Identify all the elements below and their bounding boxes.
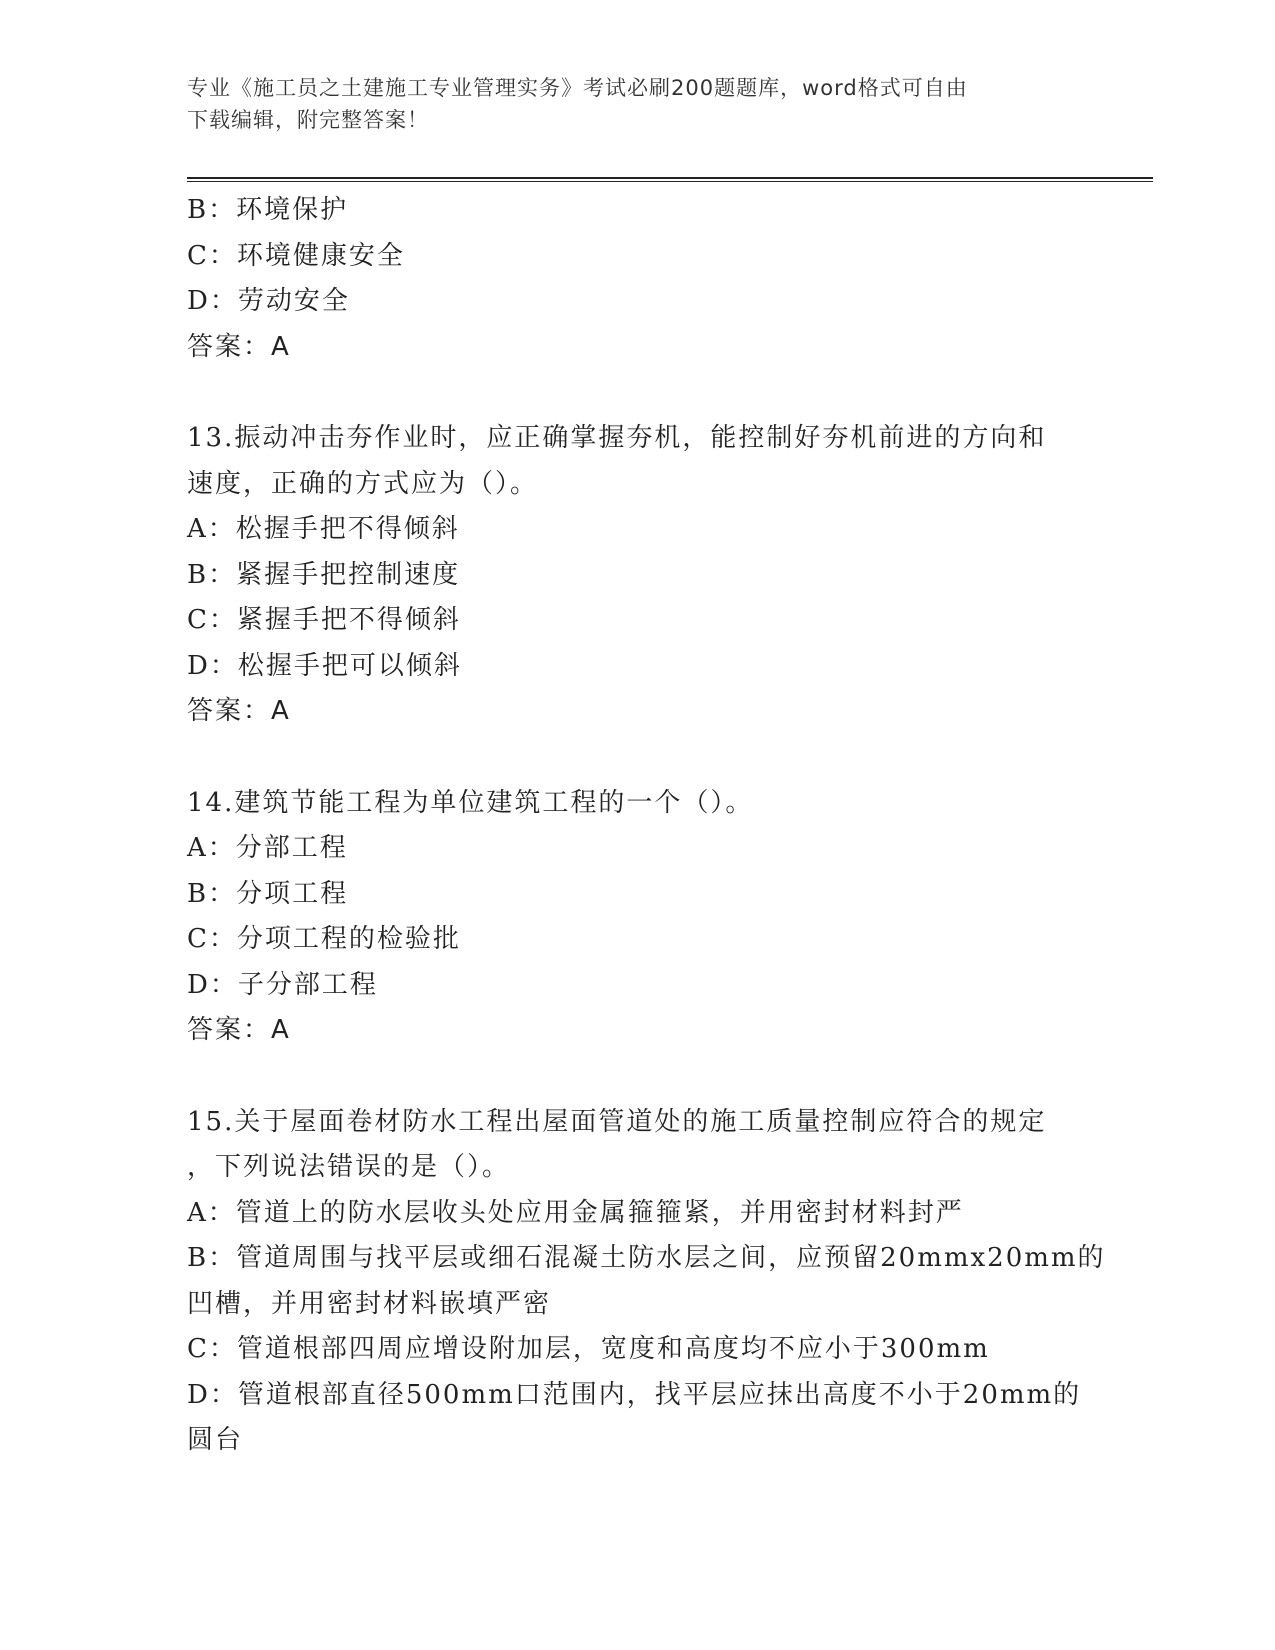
question-stem-line-1: 14.建筑节能工程为单位建筑工程的一个（）。	[187, 787, 754, 818]
option-a: A：管道上的防水层收头处应用金属箍箍紧，并用密封材料封严	[187, 1197, 964, 1228]
document-body	[187, 188, 1106, 1464]
spacer	[187, 370, 1087, 416]
question-stem-line-1: 13.振动冲击夯作业时，应正确掌握夯机，能控制好夯机前进的方向和	[187, 423, 1047, 453]
option-c: C：管道根部四周应增设附加层，宽度和高度均不应小于300mm	[187, 1334, 990, 1364]
option-d: D：松握手把可以倾斜	[187, 650, 462, 681]
question-stem-line-2: 速度，正确的方式应为（）。	[187, 468, 539, 499]
answer-line: 答案：A	[187, 331, 291, 362]
option-b-line-1: B：管道周围与找平层或细石混凝土防水层之间，应预留20mmx20mm的	[187, 1243, 1106, 1273]
spacer	[187, 735, 1087, 781]
answer-line: 答案：A	[187, 1015, 291, 1045]
page-header	[187, 72, 1067, 136]
option-a: A：分部工程	[187, 833, 348, 863]
option-b: B：紧握手把控制速度	[187, 559, 461, 590]
option-d: D：劳动安全	[187, 286, 350, 316]
option-b-line-2: 凹槽，并用密封材料嵌填严密	[187, 1288, 552, 1319]
option-a: A：松握手把不得倾斜	[187, 514, 460, 544]
header-divider	[187, 177, 1153, 182]
prev-question-block	[187, 188, 1087, 370]
option-b: B：环境保护	[187, 195, 349, 225]
question-stem-line-1: 15.关于屋面卷材防水工程出屋面管道处的施工质量控制应符合的规定	[187, 1106, 1047, 1137]
header-line-2: 下载编辑，附完整答案！	[187, 108, 429, 132]
question-13-block	[187, 416, 1087, 735]
question-14-block	[187, 781, 1087, 1054]
option-c: C：紧握手把不得倾斜	[187, 605, 461, 635]
option-b: B：分项工程	[187, 878, 349, 909]
spacer	[187, 1054, 1087, 1100]
option-d-line-1: D：管道根部直径500mm口范围内，找平层应抹出高度不小于20mm的	[187, 1379, 1082, 1410]
answer-line: 答案：A	[187, 696, 291, 726]
option-d: D：子分部工程	[187, 969, 378, 1000]
option-c: C：分项工程的检验批	[187, 924, 461, 954]
question-stem-line-2: ，下列说法错误的是（）。	[187, 1152, 511, 1182]
option-d-line-2: 圆台	[187, 1425, 244, 1455]
option-c: C：环境健康安全	[187, 240, 405, 271]
question-15-block	[187, 1100, 1106, 1464]
header-line-1: 专业《施工员之土建施工专业管理实务》考试必刷200题题库，word格式可自由	[187, 76, 968, 100]
